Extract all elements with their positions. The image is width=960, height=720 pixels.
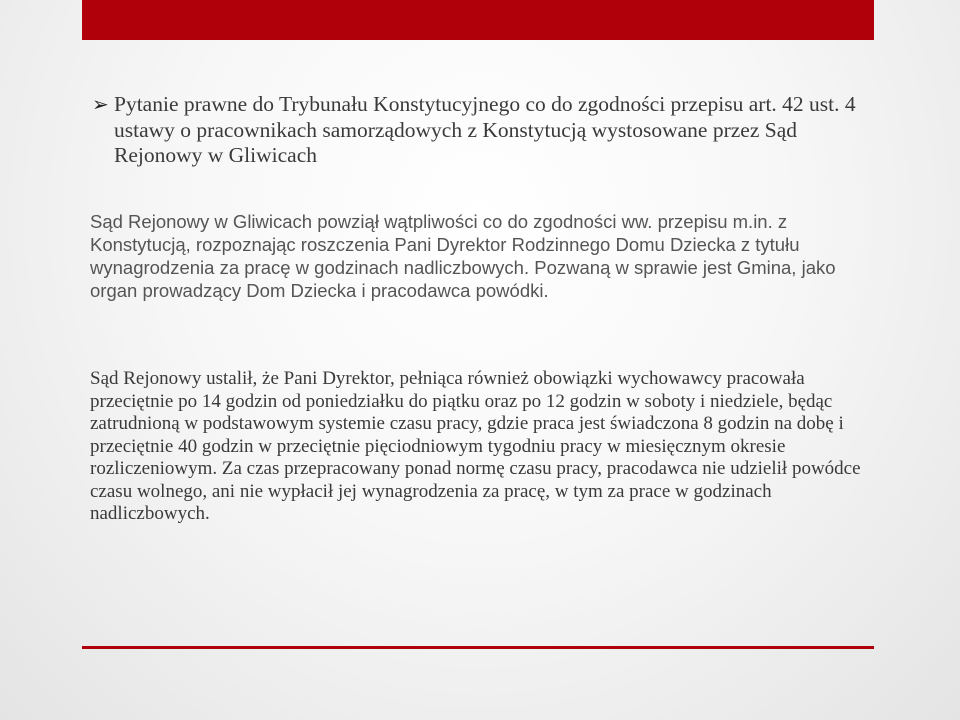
top-accent-bar	[82, 0, 874, 40]
bullet-item	[92, 92, 862, 169]
paragraph-court-findings: Sąd Rejonowy ustalił, że Pani Dyrektor, pełniąca również obowiązki wychowawcy pracowała przeciętnie po 14 godzin od poniedziałku do piątku oraz po 12 godzin w soboty i niedziele, będąc zatrudnioną w podstawowym systemie czasu pracy, gdzie praca jest świadczona 8 godzin na dobę i przeciętnie 40 godzin w przeciętnie pięciodniowym tygodniu pracy w miesięcznym okresie rozliczeniowym. Za czas przepracowany ponad normę czasu pracy, pracodawca nie udzielił powódce czasu wolnego, ani nie wypłacił jej wynagrodzenia za pracę, w tym za prace w godzinach nadliczbowych.	[90, 368, 861, 524]
arrowhead-bullet-icon: ➢	[92, 92, 109, 116]
bullet-heading-text: Pytanie prawne do Trybunału Konstytucyjnego co do zgodności przepisu art. 42 ust. 4 ustawy o pracownikach samorządowych z Konstytucją wystosowane przez Sąd Rejonowy w Gliwicach	[114, 92, 856, 167]
bottom-divider	[82, 646, 874, 649]
paragraph-court-doubts: Sąd Rejonowy w Gliwicach powziął wątpliwości co do zgodności ww. przepisu m.in. z Konstytucją, rozpoznając roszczenia Pani Dyrektor Rodzinnego Domu Dziecka z tytułu wynagrodzenia za pracę w godzinach nadliczbowych. Pozwaną w sprawie jest Gmina, jako organ prowadzący Dom Dziecka i pracodawca powódki.	[90, 211, 836, 301]
